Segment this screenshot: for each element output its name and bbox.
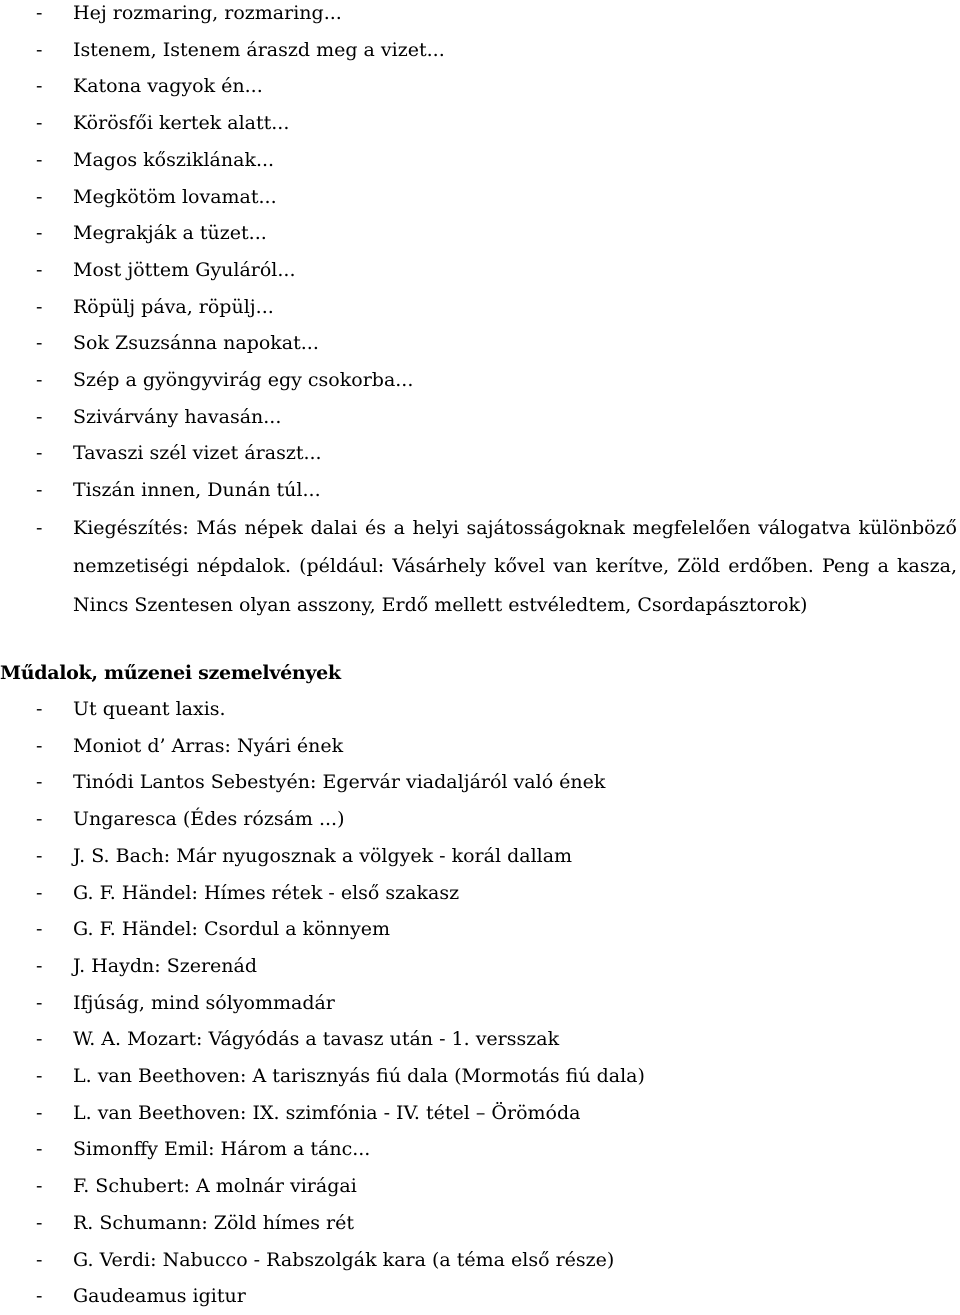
list-bullet: -: [36, 844, 43, 867]
list-bullet: -: [36, 442, 43, 465]
list-item-text: Körösfői kertek alatt...: [73, 112, 290, 135]
list-item-text: Tavaszi szél vizet áraszt...: [73, 442, 322, 465]
list-bullet: -: [36, 808, 43, 831]
list-item-text: Ut queant laxis.: [73, 698, 226, 720]
list-bullet: -: [36, 698, 43, 720]
art-song-item: [0, 728, 960, 765]
list-bullet: -: [36, 1248, 43, 1271]
art-song-item: [0, 1278, 960, 1315]
art-song-item: [0, 1095, 960, 1132]
art-song-item: [0, 1205, 960, 1242]
list-bullet: -: [36, 112, 43, 135]
art-song-item: [0, 1021, 960, 1058]
folk-song-item: [0, 68, 960, 105]
list-bullet: -: [36, 38, 43, 61]
list-bullet: -: [36, 1065, 43, 1088]
list-item-text: Megkötöm lovamat...: [73, 185, 277, 208]
list-item-text: Simonffy Emil: Három a tánc...: [73, 1138, 371, 1161]
list-item-text: J. Haydn: Szerenád: [73, 954, 258, 977]
list-item-text: Tinódi Lantos Sebestyén: Egervár viadaljáról való ének: [73, 771, 606, 794]
list-item-text: Moniot d’ Arras: Nyári ének: [73, 734, 344, 757]
list-item-text: Kiegészítés: Más népek dalai és a helyi sajátosságoknak megfelelően válogatva különböző nemzetiségi népdalok. (például: Vásárhely kővel van kerítve, Zöld erdőben. Peng a kasza, Nincs Szentesen olyan asszony, Erdő mellett estvéledtem, Csordapásztorok): [73, 516, 957, 616]
art-song-item: [0, 838, 960, 875]
folk-song-item: [0, 289, 960, 326]
art-song-item: [0, 948, 960, 985]
list-bullet: -: [36, 1138, 43, 1161]
list-item-text: G. F. Händel: Csordul a könnyem: [73, 918, 391, 941]
list-bullet: -: [36, 148, 43, 171]
folk-song-item: [0, 325, 960, 362]
list-item-text: Katona vagyok én...: [73, 75, 263, 98]
list-item-text: Sok Zsuzsánna napokat...: [73, 332, 319, 355]
list-item-text: J. S. Bach: Már nyugosznak a völgyek - korál dallam: [73, 844, 573, 867]
list-bullet: -: [36, 295, 43, 318]
list-bullet: -: [36, 516, 43, 539]
list-bullet: -: [36, 734, 43, 757]
art-song-item: [0, 1058, 960, 1095]
folk-song-list: [0, 0, 960, 624]
art-song-item: [0, 1131, 960, 1168]
list-bullet: -: [36, 918, 43, 941]
folk-song-item: [0, 472, 960, 509]
folk-song-item: [0, 0, 960, 32]
list-item-text: W. A. Mozart: Vágyódás a tavasz után - 1. versszak: [73, 1028, 560, 1051]
list-bullet: -: [36, 332, 43, 355]
list-bullet: -: [36, 479, 43, 502]
list-bullet: -: [36, 1211, 43, 1234]
list-item-text: Szép a gyöngyvirág egy csokorba...: [73, 369, 414, 392]
list-bullet: -: [36, 222, 43, 245]
folk-song-item: [0, 215, 960, 252]
art-song-item: [0, 911, 960, 948]
list-bullet: -: [36, 2, 43, 24]
art-song-item: [0, 764, 960, 801]
list-item-text: Tiszán innen, Dunán túl...: [73, 479, 321, 502]
list-item-text: Ifjúság, mind sólyommadár: [73, 991, 335, 1014]
art-song-item: [0, 985, 960, 1022]
list-bullet: -: [36, 1285, 43, 1308]
list-item-text: Ungaresca (Édes rózsám ...): [73, 808, 345, 831]
list-bullet: -: [36, 185, 43, 208]
folk-song-item: [0, 399, 960, 436]
folk-song-item: [0, 105, 960, 142]
art-song-item: [0, 1242, 960, 1279]
list-bullet: -: [36, 771, 43, 794]
folk-song-item: [0, 252, 960, 289]
list-item-text: Hej rozmaring, rozmaring...: [73, 2, 342, 24]
list-bullet: -: [36, 1175, 43, 1198]
list-item-text: Röpülj páva, röpülj...: [73, 295, 274, 318]
folk-song-item: [0, 142, 960, 179]
list-item-text: L. van Beethoven: A tarisznyás fiú dala (Mormotás fiú dala): [73, 1065, 645, 1088]
list-item-text: Megrakják a tüzet...: [73, 222, 267, 245]
list-bullet: -: [36, 75, 43, 98]
folk-song-item: [0, 362, 960, 399]
list-bullet: -: [36, 1101, 43, 1124]
list-item-text: R. Schumann: Zöld hímes rét: [73, 1211, 355, 1234]
art-song-item: [0, 875, 960, 912]
list-item-text: L. van Beethoven: IX. szimfónia - IV. tétel – Örömóda: [73, 1101, 581, 1124]
section-heading-art-songs: Műdalok, műzenei szemelvények: [0, 662, 341, 684]
list-item-text: Most jöttem Gyuláról...: [73, 258, 296, 281]
list-bullet: -: [36, 369, 43, 392]
list-item-text: Istenem, Istenem áraszd meg a vizet...: [73, 38, 445, 61]
list-item-text: G. F. Händel: Hímes rétek - első szakasz: [73, 881, 460, 904]
list-item-text: Szivárvány havasán...: [73, 405, 282, 428]
folk-song-item: [0, 179, 960, 216]
list-bullet: -: [36, 881, 43, 904]
folk-song-item: [0, 435, 960, 472]
list-item-text: Gaudeamus igitur: [73, 1285, 246, 1308]
art-song-item: [0, 801, 960, 838]
list-item-text: G. Verdi: Nabucco - Rabszolgák kara (a téma első része): [73, 1248, 615, 1271]
list-bullet: -: [36, 991, 43, 1014]
list-item-text: F. Schubert: A molnár virágai: [73, 1175, 357, 1198]
list-bullet: -: [36, 954, 43, 977]
folk-song-item: [0, 32, 960, 69]
art-song-item: [0, 1168, 960, 1205]
folk-song-item: [0, 509, 957, 625]
list-bullet: -: [36, 1028, 43, 1051]
list-bullet: -: [36, 258, 43, 281]
list-item-text: Magos kősziklának...: [73, 148, 275, 171]
list-bullet: -: [36, 405, 43, 428]
art-song-item: [0, 691, 960, 728]
art-song-list: [0, 691, 960, 1315]
